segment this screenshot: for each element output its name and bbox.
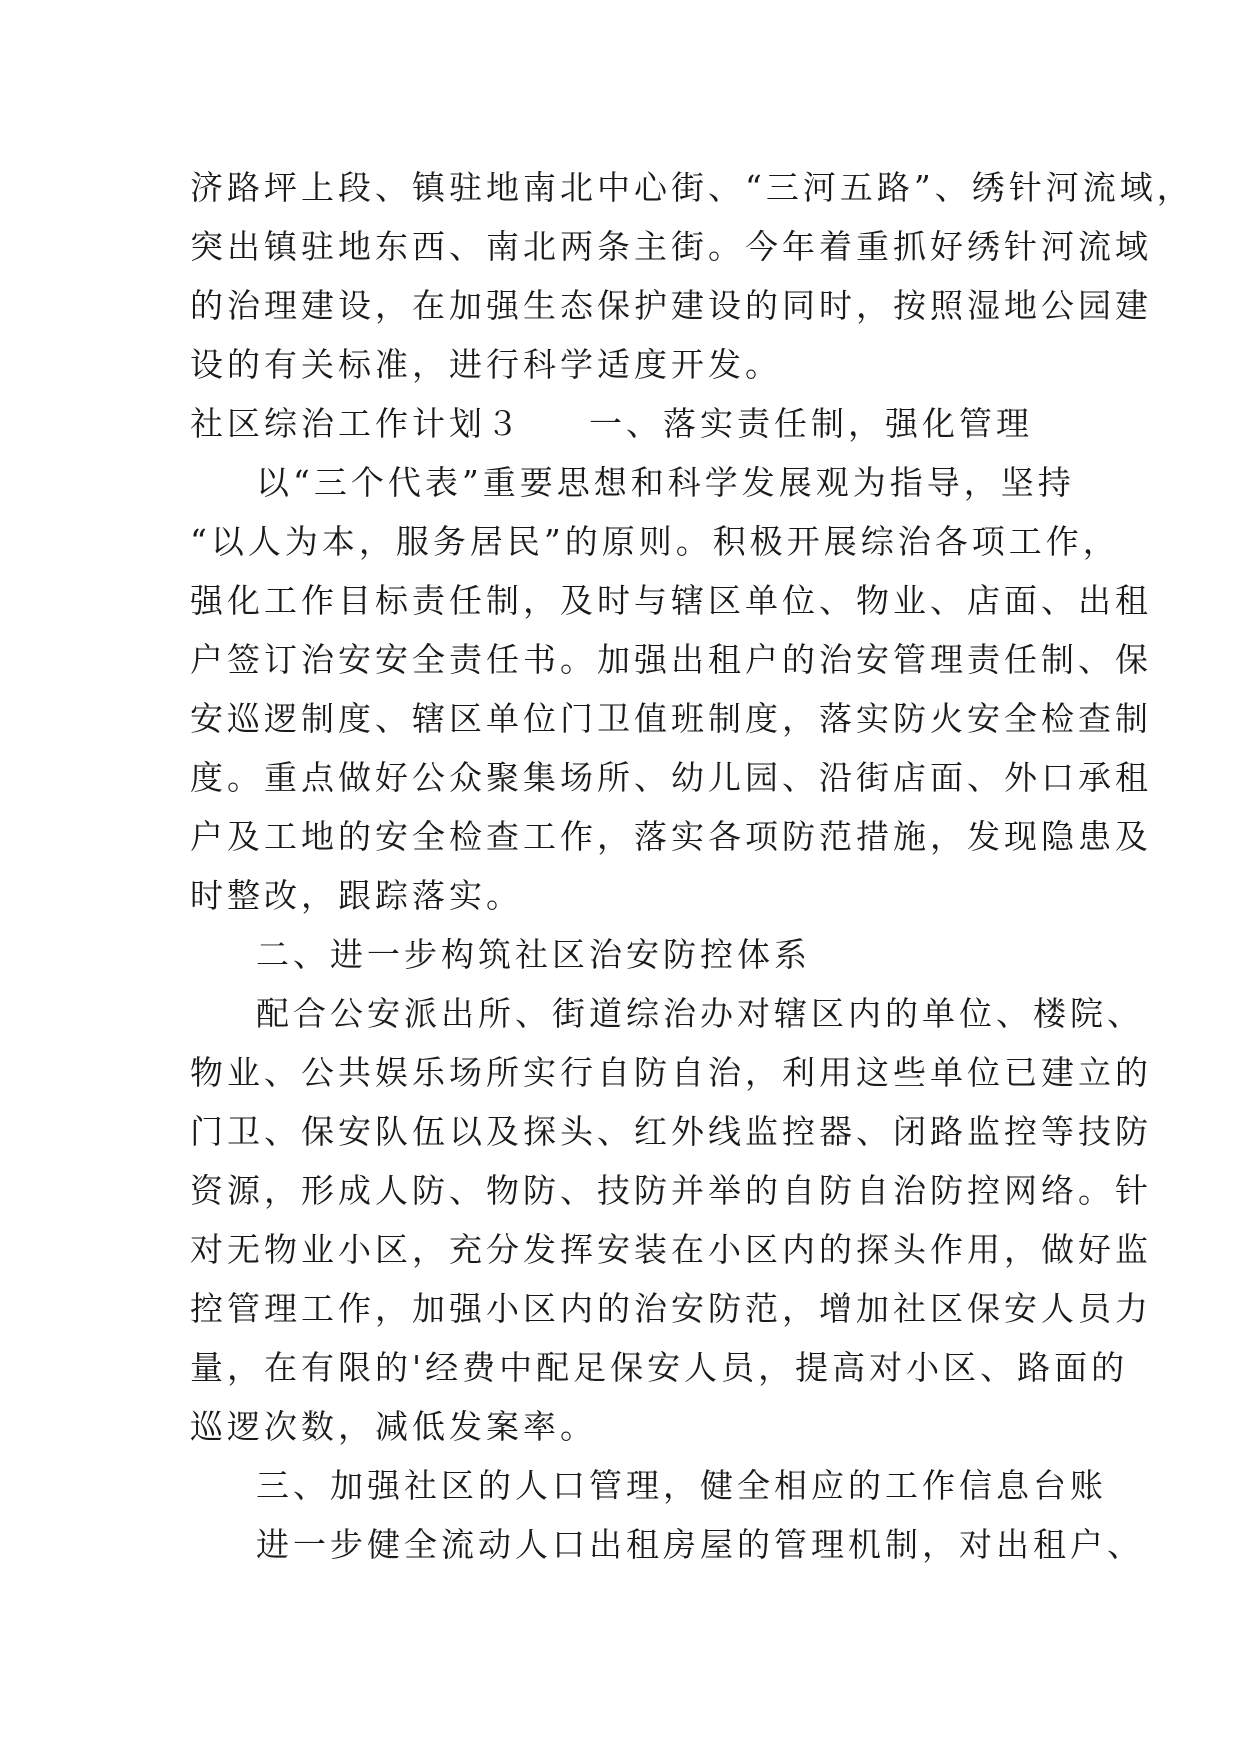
heading-1: 一、落实责任制，强化管理 [589, 404, 1033, 443]
document-body [190, 158, 1194, 1574]
text-line: “以人为本，服务居民”的原则。积极开展综治各项工作， [190, 522, 1120, 561]
paragraph-1 [190, 453, 1152, 925]
section-title: 社区综治工作计划３ [190, 404, 523, 443]
text-line: 突出镇驻地东西、南北两条主街。今年着重抓好绣针河流域 [190, 227, 1152, 266]
continuation-paragraph [190, 158, 1194, 394]
text-line: 户及工地的安全检查工作，落实各项防范措施，发现隐患及 [190, 817, 1152, 856]
text-line: 设的有关标准，进行科学适度开发。 [190, 345, 782, 384]
paragraph-2 [190, 984, 1152, 1456]
text-line: 济路坪上段、镇驻地南北中心街、“三河五路”、绣针河流域， [190, 168, 1194, 207]
text-line: 资源，形成人防、物防、技防并举的自防自治防控网络。针 [190, 1171, 1152, 1210]
heading-3: 三、加强社区的人口管理，健全相应的工作信息台账 [256, 1466, 1107, 1505]
text-line: 强化工作目标责任制，及时与辖区单位、物业、店面、出租 [190, 581, 1152, 620]
text-line: 的治理建设，在加强生态保护建设的同时，按照湿地公园建 [190, 286, 1152, 325]
text-line: 度。重点做好公众聚集场所、幼儿园、沿街店面、外口承租 [190, 758, 1152, 797]
text-line: 以“三个代表”重要思想和科学发展观为指导，坚持 [256, 463, 1075, 502]
text-line: 对无物业小区，充分发挥安装在小区内的探头作用，做好监 [190, 1230, 1152, 1269]
text-line: 时整改，跟踪落实。 [190, 876, 523, 915]
text-line: 巡逻次数，减低发案率。 [190, 1407, 597, 1446]
text-line: 门卫、保安队伍以及探头、红外线监控器、闭路监控等技防 [190, 1112, 1152, 1151]
section-title-line [190, 394, 1070, 453]
heading-2: 二、进一步构筑社区治安防控体系 [256, 935, 811, 974]
text-line: 安巡逻制度、辖区单位门卫值班制度，落实防火安全检查制 [190, 699, 1152, 738]
text-line: 户签订治安安全责任书。加强出租户的治安管理责任制、保 [190, 640, 1152, 679]
text-line: 量，在有限的'经费中配足保安人员，提高对小区、路面的 [190, 1348, 1129, 1387]
text-line: 物业、公共娱乐场所实行自防自治，利用这些单位已建立的 [190, 1053, 1152, 1092]
text-line: 进一步健全流动人口出租房屋的管理机制，对出租户、 [256, 1525, 1144, 1564]
paragraph-3 [190, 1515, 1144, 1574]
text-line: 控管理工作，加强小区内的治安防范，增加社区保安人员力 [190, 1289, 1152, 1328]
text-line: 配合公安派出所、街道综治办对辖区内的单位、楼院、 [256, 994, 1144, 1033]
